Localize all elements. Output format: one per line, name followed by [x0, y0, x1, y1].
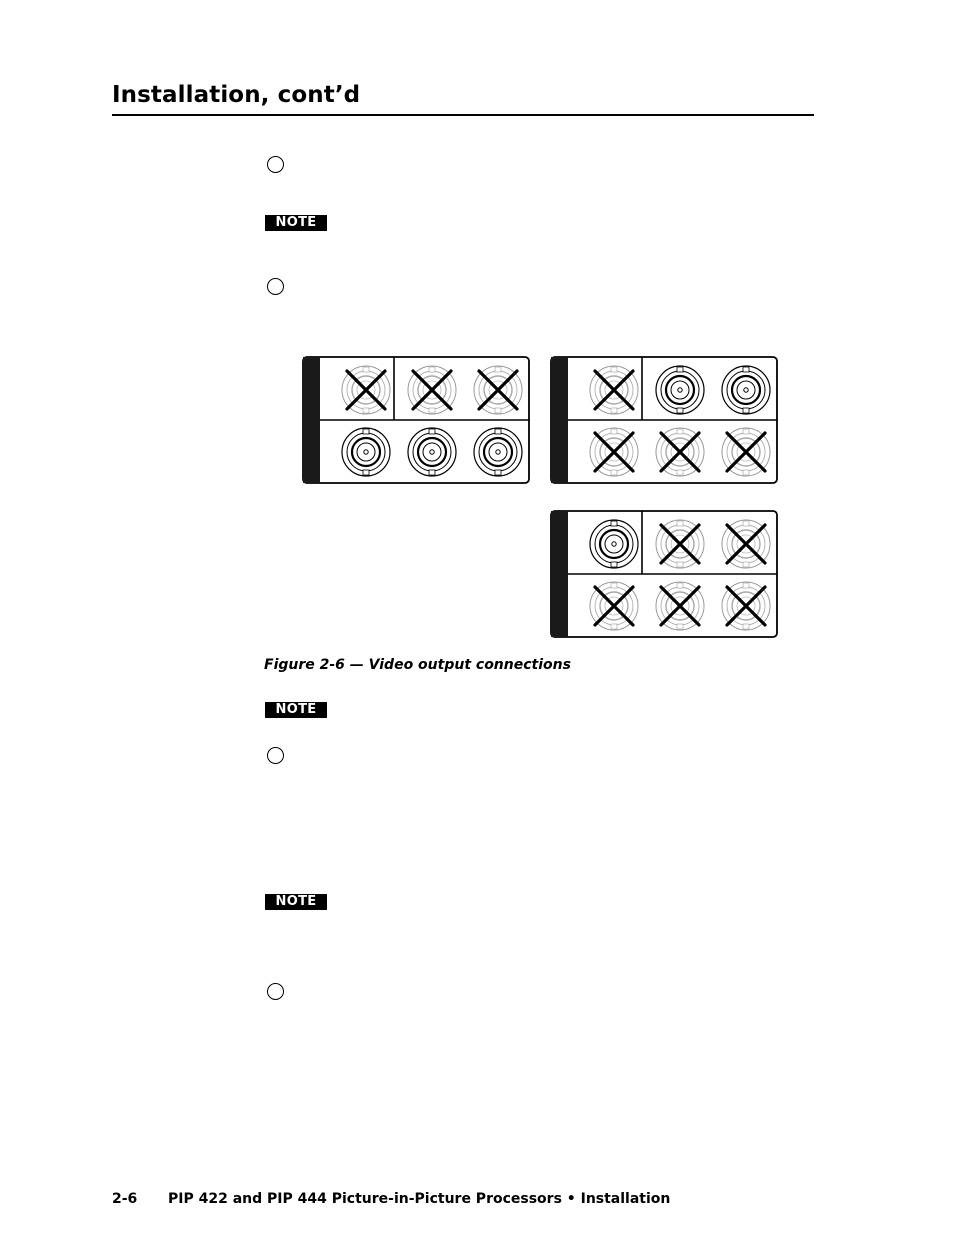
note-badge-3: NOTE — [265, 894, 327, 910]
bnc-connector-unused — [590, 582, 638, 630]
bnc-connector-unused — [474, 366, 522, 414]
bnc-connector-unused — [590, 428, 638, 476]
bnc-connector-unused — [408, 366, 456, 414]
bnc-connector-output — [342, 428, 390, 476]
bnc-connector-unused — [722, 428, 770, 476]
bnc-connector-output — [722, 366, 770, 414]
note-badge-1: NOTE — [265, 215, 327, 231]
note-badge-2: NOTE — [265, 702, 327, 718]
bnc-connector-unused — [656, 582, 704, 630]
panel-side-strip — [551, 511, 568, 637]
footer-text: PIP 422 and PIP 444 Picture-in-Picture Processors • Installation — [168, 1191, 671, 1207]
step-marker-4 — [267, 983, 284, 1000]
bnc-connector-output — [408, 428, 456, 476]
page-title: Installation, cont’d — [112, 82, 361, 108]
bnc-connector-output — [656, 366, 704, 414]
bnc-panel-1 — [302, 356, 532, 486]
bnc-connector-unused — [656, 428, 704, 476]
bnc-connector-unused — [722, 582, 770, 630]
bnc-panel-3 — [550, 510, 780, 640]
panel-side-strip — [551, 357, 568, 483]
page-number: 2-6 — [112, 1191, 138, 1207]
bnc-connector-output — [590, 520, 638, 568]
header-divider — [112, 114, 814, 116]
bnc-connector-unused — [590, 366, 638, 414]
step-marker-1 — [267, 156, 284, 173]
bnc-connector-unused — [342, 366, 390, 414]
bnc-connector-unused — [656, 520, 704, 568]
panel-side-strip — [303, 357, 320, 483]
page-footer — [112, 1191, 670, 1207]
bnc-connector-output — [474, 428, 522, 476]
step-marker-2 — [267, 278, 284, 295]
bnc-connector-unused — [722, 520, 770, 568]
bnc-panel-2 — [550, 356, 780, 486]
figure-caption: Figure 2-6 — Video output connections — [264, 657, 571, 673]
step-marker-3 — [267, 747, 284, 764]
